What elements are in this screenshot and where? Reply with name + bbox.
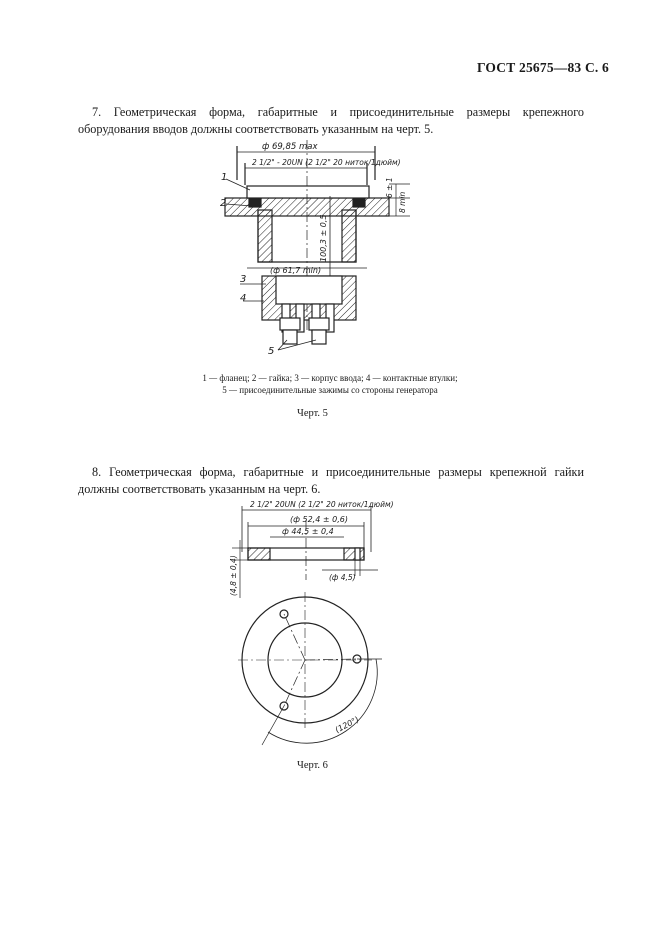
paragraph-7: 7. Геометрическая форма, габаритные и присоединительные размеры крепежного оборудования вводов должны соответствовать указанным на черт. 5. xyxy=(78,105,584,136)
fig5-callout-1: 1 xyxy=(221,172,228,183)
legend-2-num: 2 xyxy=(251,373,257,383)
fig5-outer-dia: ф 69,85 max xyxy=(262,142,318,152)
fig6-hole: (ф 4,5) xyxy=(329,573,356,582)
fig5-callout-5: 5 xyxy=(268,346,275,357)
fig6-dia52: (ф 52,4 ± 0,6) xyxy=(290,515,348,524)
fig6-angle: (120°) xyxy=(333,714,361,735)
fig5-inner-dia: (ф 61,7 min) xyxy=(270,266,322,275)
legend-1-num: 1 xyxy=(202,373,207,383)
legend-3-num: 3 xyxy=(294,373,299,383)
figure-5-legend: 1 — фланец; 2 — гайка; 3 — корпус ввода; 4 — контактные втулки; 5 — присоединительные зажимы со стороны генератора xyxy=(202,373,458,395)
fig5-height: 100,3 ± 0,5 xyxy=(319,214,328,262)
page-header: ГОСТ 25675—83 С. 6 xyxy=(476,60,609,75)
fig6-thread: 2 1/2" 20UN (2 1/2" 20 ниток/1дюйм) xyxy=(250,500,394,509)
figure-6-drawing xyxy=(232,506,382,745)
fig5-gap: 6 ± 1 xyxy=(385,177,394,198)
fig5-thread: 2 1/2" - 20UN (2 1/2" 20 ниток/1дюйм) xyxy=(252,158,401,167)
fig6-dia44: ф 44,5 ± 0,4 xyxy=(282,527,334,536)
legend-1-text: фланец; xyxy=(219,373,250,383)
legend-5-num: 5 xyxy=(222,385,227,395)
fig5-callout-2: 2 xyxy=(220,198,227,209)
legend-3-text: корпус ввода; xyxy=(311,373,364,383)
legend-5-text: присоединительные зажимы со стороны генератора xyxy=(239,385,438,395)
legend-4-num: 4 xyxy=(365,373,371,383)
fig5-callout-3: 3 xyxy=(240,274,247,285)
paragraph-8: 8. Геометрическая форма, габаритные и присоединительные размеры крепежной гайки должны соответствовать указанным на черт. 6. xyxy=(78,465,584,496)
fig5-min8: 8 min xyxy=(398,191,407,213)
figure-5-drawing xyxy=(225,140,410,350)
figure-5-caption: Черт. 5 xyxy=(297,408,328,419)
fig5-callout-4: 4 xyxy=(240,293,247,304)
legend-2-text: гайка; xyxy=(268,373,293,383)
legend-4-text: контактные втулки; xyxy=(382,373,458,383)
fig6-thickness: (4,8 ± 0,4) xyxy=(229,555,238,596)
figure-6-caption: Черт. 6 xyxy=(297,760,328,771)
